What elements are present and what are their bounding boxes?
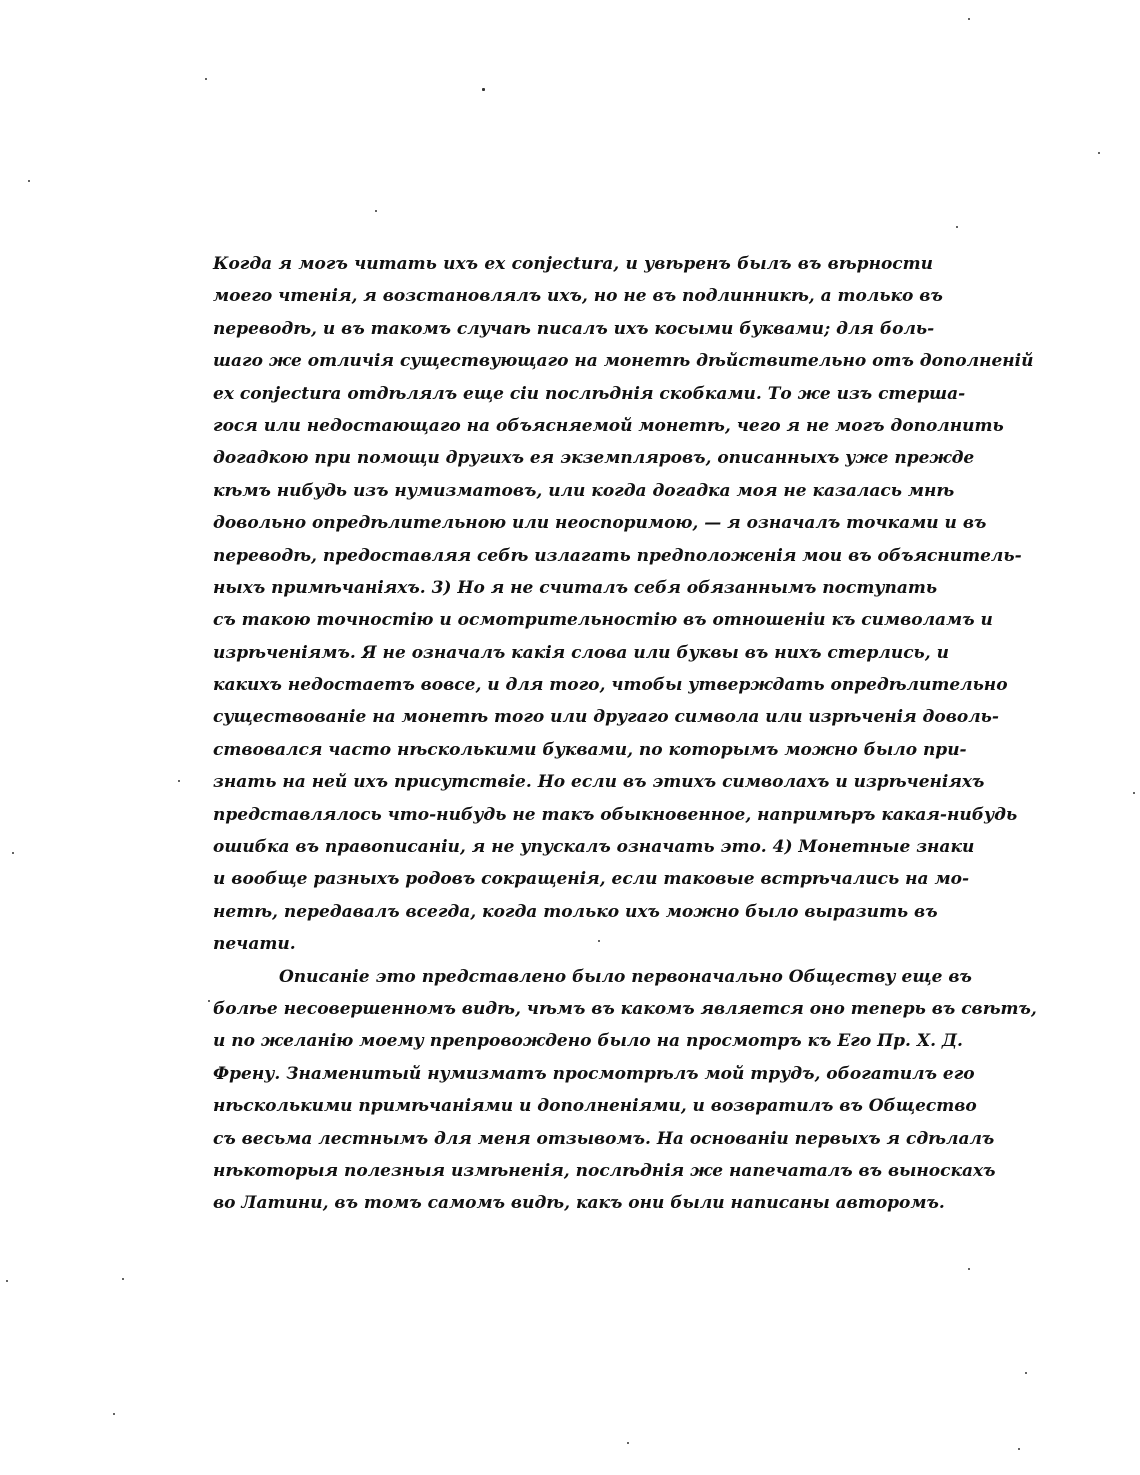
text-line: гося или недостающаго на объясняемой монетѣ, чего я не могъ дополнить <box>213 415 1004 436</box>
text-line: и по желанію моему препровождено было на просмотръ къ Его Пр. Х. Д. <box>213 1031 963 1052</box>
text-line: ствовался часто нѣсколькими буквами, по которымъ можно было при- <box>213 739 967 760</box>
text-line: шаго же отличія существующаго на монетѣ дѣйствительно отъ дополненій <box>213 351 1034 372</box>
scan-speck <box>113 1413 115 1415</box>
scan-speck <box>28 180 30 182</box>
text-line: довольно опредѣлительною или неоспоримою, — я означалъ точками и въ <box>213 513 987 534</box>
scan-speck <box>598 940 600 942</box>
text-line: переводѣ, предоставляя себѣ излагать предположенія мои въ объяснитель- <box>213 545 1022 566</box>
body-text <box>213 248 1037 1220</box>
scan-speck <box>12 852 14 854</box>
text-line: существованіе на монетѣ того или другаго символа или изрѣченія доволь- <box>213 707 999 728</box>
scan-speck <box>956 226 958 228</box>
scan-speck <box>375 210 377 212</box>
scan-speck <box>178 780 180 782</box>
scan-speck <box>1018 1448 1020 1450</box>
text-line: Описаніе это представлено было первоначально Обществу еще въ <box>279 966 972 987</box>
text-line: нѣкоторыя полезныя измѣненія, послѣднія же напечаталъ въ выноскахъ <box>213 1160 996 1181</box>
text-line: болѣе несовершенномъ видѣ, чѣмъ въ какомъ является оно теперь въ свѣтъ, <box>213 998 1037 1019</box>
text-line: представлялось что-нибудь не такъ обыкновенное, напримѣръ какая-нибудь <box>213 804 1018 825</box>
text-line: какихъ недостаетъ вовсе, и для того, чтобы утверждать опредѣлительно <box>213 675 1008 696</box>
scan-speck <box>968 1268 970 1270</box>
text-line: изрѣченіямъ. Я не означалъ какія слова или буквы въ нихъ стерлись, и <box>213 642 949 663</box>
text-line: переводѣ, и въ такомъ случаѣ писалъ ихъ косыми буквами; для боль- <box>213 318 935 339</box>
scan-speck <box>627 1442 629 1444</box>
scan-speck <box>208 1000 210 1002</box>
text-line: моего чтенія, я возстановлялъ ихъ, но не въ подлинникѣ, а только въ <box>213 286 943 307</box>
scan-speck <box>968 18 970 20</box>
text-line: ошибка въ правописаніи, я не упускалъ означать это. 4) Монетные знаки <box>213 837 975 858</box>
scan-speck <box>205 78 207 80</box>
scan-speck <box>1098 152 1100 154</box>
scan-speck <box>482 88 485 91</box>
text-line: ex conjectura отдѣлялъ еще сіи послѣднія скобками. То же изъ стерша- <box>213 383 966 404</box>
text-line: догадкою при помощи другихъ ея экземпляровъ, описанныхъ уже прежде <box>213 448 975 469</box>
scan-speck <box>6 1280 8 1282</box>
text-line: Когда я могъ читать ихъ ex conjectura, и увѣренъ былъ въ вѣрности <box>213 254 933 274</box>
text-line: кѣмъ нибудь изъ нумизматовъ, или когда догадка моя не казалась мнѣ <box>213 480 955 501</box>
scan-speck <box>1133 792 1135 794</box>
text-line: и вообще разныхъ родовъ сокращенія, если таковые встрѣчались на мо- <box>213 869 970 890</box>
text-line: печати. <box>213 934 296 955</box>
text-line: знать на ней ихъ присутствіе. Но если въ этихъ символахъ и изрѣченіяхъ <box>213 772 985 793</box>
text-line: съ весьма лестнымъ для меня отзывомъ. На основаніи первыхъ я сдѣлалъ <box>213 1128 995 1149</box>
text-line: Френу. Знаменитый нумизматъ просмотрѣлъ мой трудъ, обогатилъ его <box>213 1063 975 1084</box>
text-line: съ такою точностію и осмотрительностію въ отношеніи къ символамъ и <box>213 610 993 631</box>
scan-speck <box>122 1278 124 1280</box>
scan-speck <box>1025 1372 1027 1374</box>
text-line: нѣсколькими примѣчаніями и дополненіями, и возвратилъ въ Общество <box>213 1096 977 1117</box>
text-line: ныхъ примѣчаніяхъ. 3) Но я не считалъ себя обязаннымъ поступать <box>213 577 938 598</box>
text-line: во Латини, въ томъ самомъ видѣ, какъ они были написаны авторомъ. <box>213 1193 945 1214</box>
text-line: нетѣ, передавалъ всегда, когда только ихъ можно было выразить въ <box>213 901 938 922</box>
